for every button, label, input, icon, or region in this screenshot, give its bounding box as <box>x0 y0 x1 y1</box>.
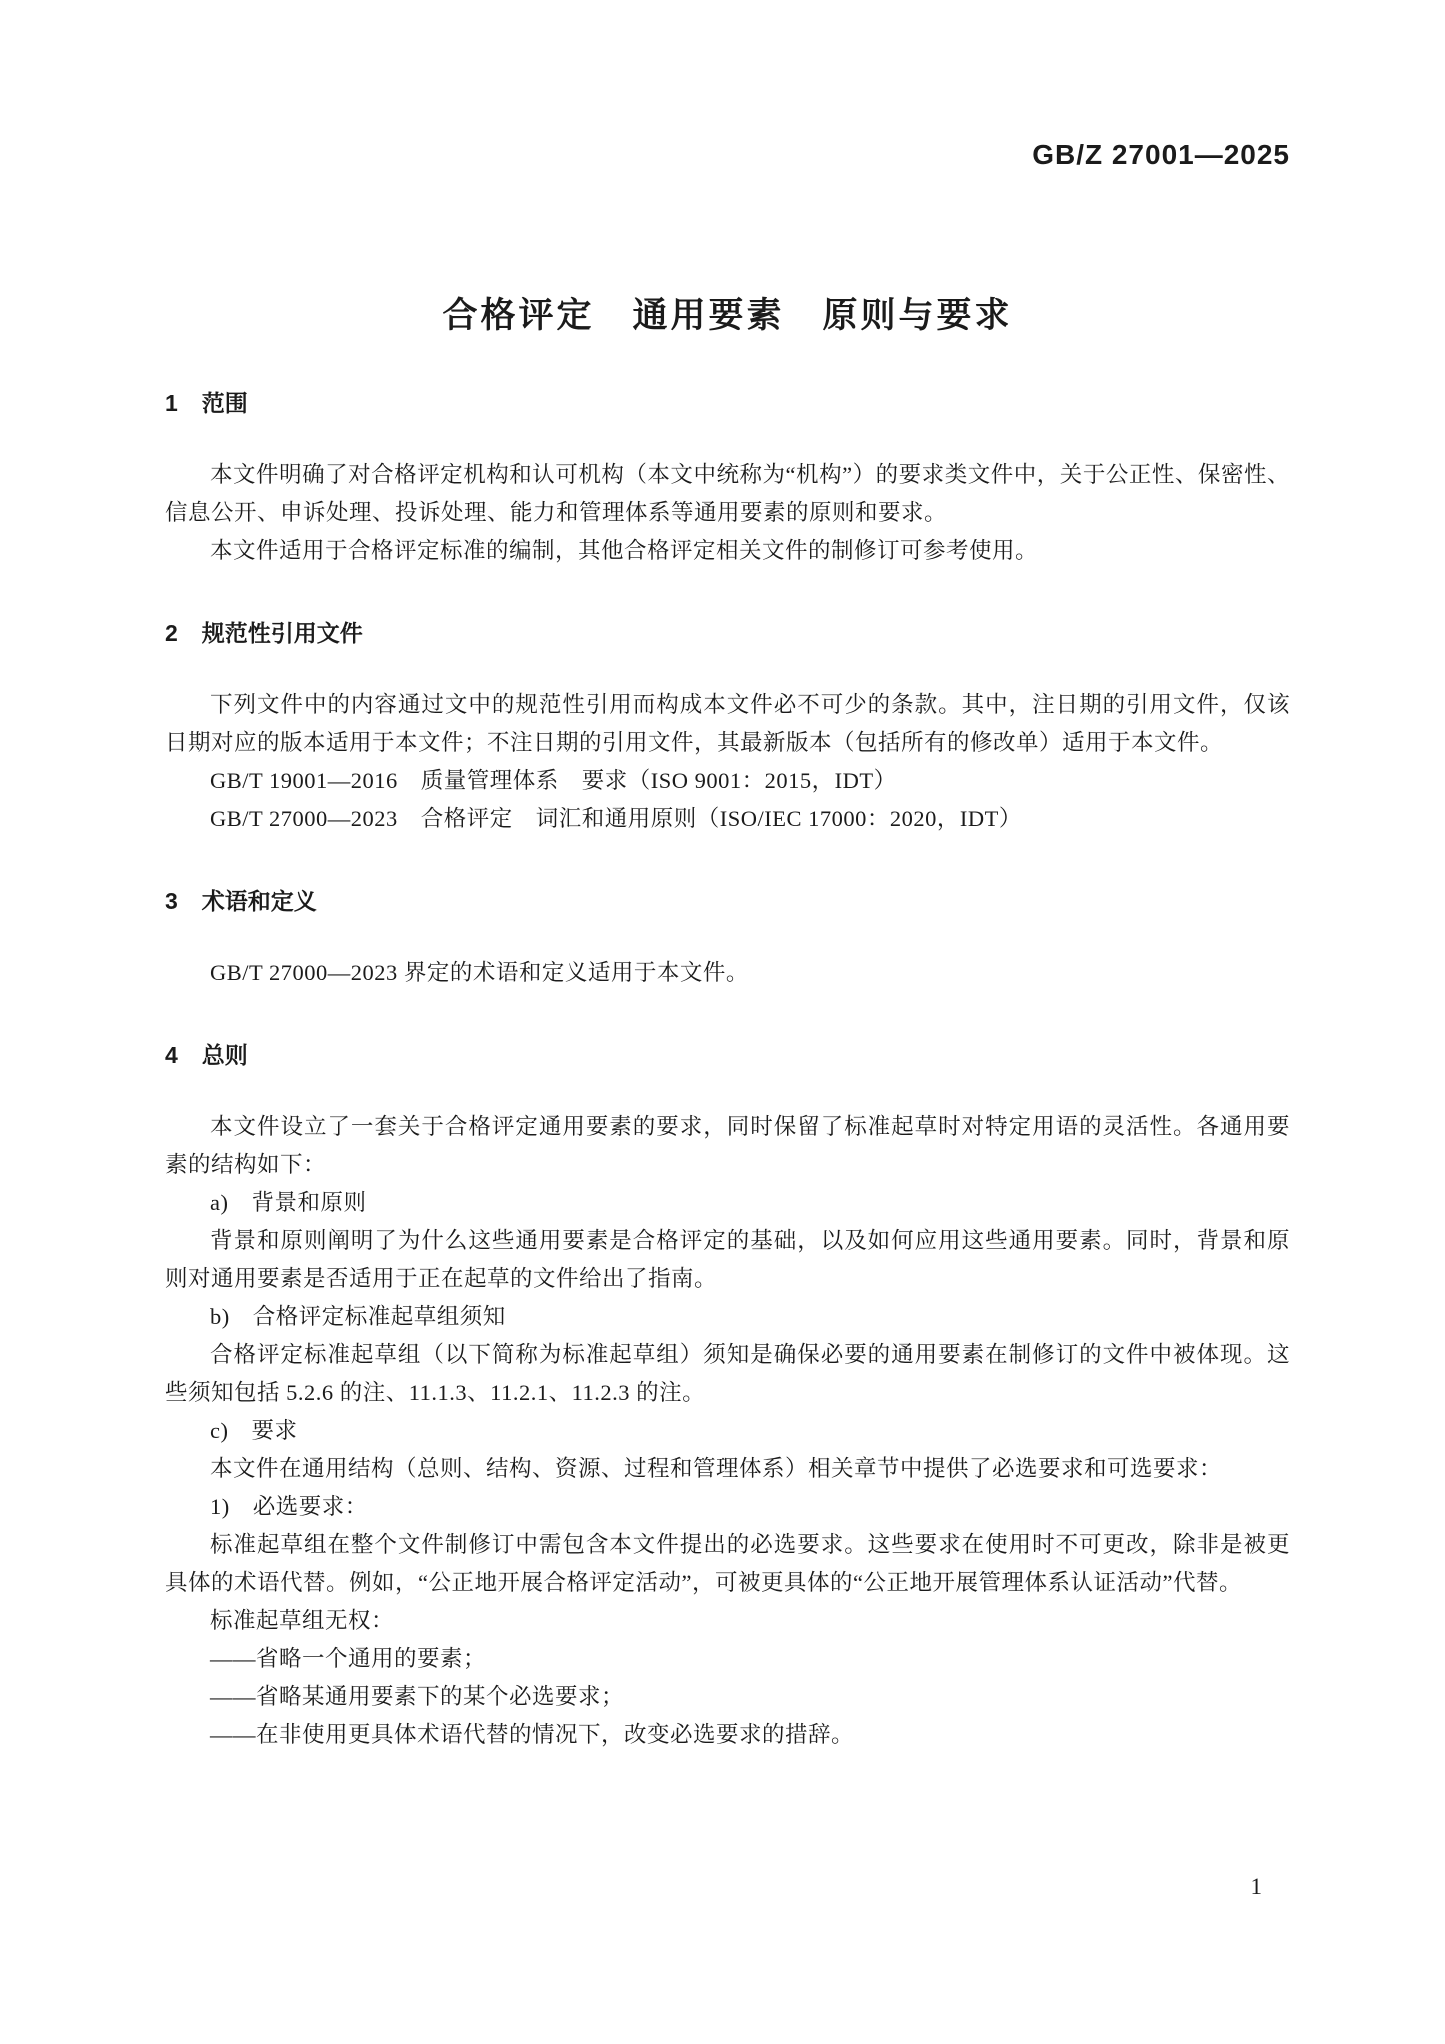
dash-list-item: ——省略某通用要素下的某个必选要求； <box>210 1684 625 1709</box>
paragraph: 本文件适用于合格评定标准的编制，其他合格评定相关文件的制修订可参考使用。 <box>210 538 1039 563</box>
section-heading <box>165 1040 1290 1070</box>
section-heading <box>165 886 1290 916</box>
dash-list-item: ——省略一个通用的要素； <box>210 1646 487 1671</box>
section-title: 术语和定义 <box>201 888 317 914</box>
section-heading <box>165 388 1290 418</box>
list-item-b: b) 合格评定标准起草组须知 <box>210 1304 506 1329</box>
paragraph: 本文件在通用结构（总则、结构、资源、过程和管理体系）相关章节中提供了必选要求和可选要求： <box>210 1456 1223 1481</box>
paragraph: 下列文件中的内容通过文中的规范性引用而构成本文件必不可少的条款。其中，注日期的引用文件，仅该日期对应的版本适用于本文件；不注日期的引用文件，其最新版本（包括所有的修改单）适用于本文件。 <box>165 692 1290 755</box>
section-scope <box>165 388 1290 570</box>
paragraph: 标准起草组在整个文件制修订中需包含本文件提出的必选要求。这些要求在使用时不可更改，除非是被更具体的术语代替。例如，“公正地开展合格评定活动”，可被更具体的“公正地开展管理体系认证活动”代替。 <box>165 1532 1290 1595</box>
section-title: 总则 <box>201 1042 248 1068</box>
paragraph: GB/T 27000—2023 界定的术语和定义适用于本文件。 <box>210 960 749 985</box>
section-title: 范围 <box>201 390 248 416</box>
list-item-c: c) 要求 <box>210 1418 298 1443</box>
dash-list-item: ——在非使用更具体术语代替的情况下，改变必选要求的措辞。 <box>210 1722 855 1747</box>
paragraph: 标准起草组无权： <box>210 1608 395 1633</box>
standard-number: GB/Z 27001—2025 <box>1032 139 1290 170</box>
page-number: 1 <box>1250 1874 1262 1899</box>
document-header <box>165 140 1290 170</box>
paragraph: 本文件设立了一套关于合格评定通用要素的要求，同时保留了标准起草时对特定用语的灵活性。各通用要素的结构如下： <box>165 1114 1290 1177</box>
normative-reference: GB/T 27000—2023 合格评定 词汇和通用原则（ISO/IEC 17000：2020，IDT） <box>210 806 1022 831</box>
section-general-principles <box>165 1040 1290 1754</box>
section-title: 规范性引用文件 <box>201 620 363 646</box>
section-number: 2 <box>165 620 178 646</box>
section-number: 4 <box>165 1042 178 1068</box>
list-item-a: a) 背景和原则 <box>210 1190 367 1215</box>
section-number: 1 <box>165 390 178 416</box>
section-heading <box>165 618 1290 648</box>
section-normative-references <box>165 618 1290 838</box>
document-title: 合格评定 通用要素 原则与要求 <box>442 296 1013 335</box>
section-number: 3 <box>165 888 178 914</box>
paragraph: 本文件明确了对合格评定机构和认可机构（本文中统称为“机构”）的要求类文件中，关于公正性、保密性、信息公开、申诉处理、投诉处理、能力和管理体系等通用要素的原则和要求。 <box>165 462 1290 525</box>
normative-reference: GB/T 19001—2016 质量管理体系 要求（ISO 9001：2015，IDT） <box>210 768 897 793</box>
paragraph: 合格评定标准起草组（以下简称为标准起草组）须知是确保必要的通用要素在制修订的文件中被体现。这些须知包括 5.2.6 的注、11.1.3、11.2.1、11.2.3 的注。 <box>165 1342 1290 1405</box>
list-item-1: 1) 必选要求： <box>210 1494 368 1519</box>
paragraph: 背景和原则阐明了为什么这些通用要素是合格评定的基础，以及如何应用这些通用要素。同时，背景和原则对通用要素是否适用于正在起草的文件给出了指南。 <box>165 1228 1290 1291</box>
section-terms-definitions <box>165 886 1290 992</box>
